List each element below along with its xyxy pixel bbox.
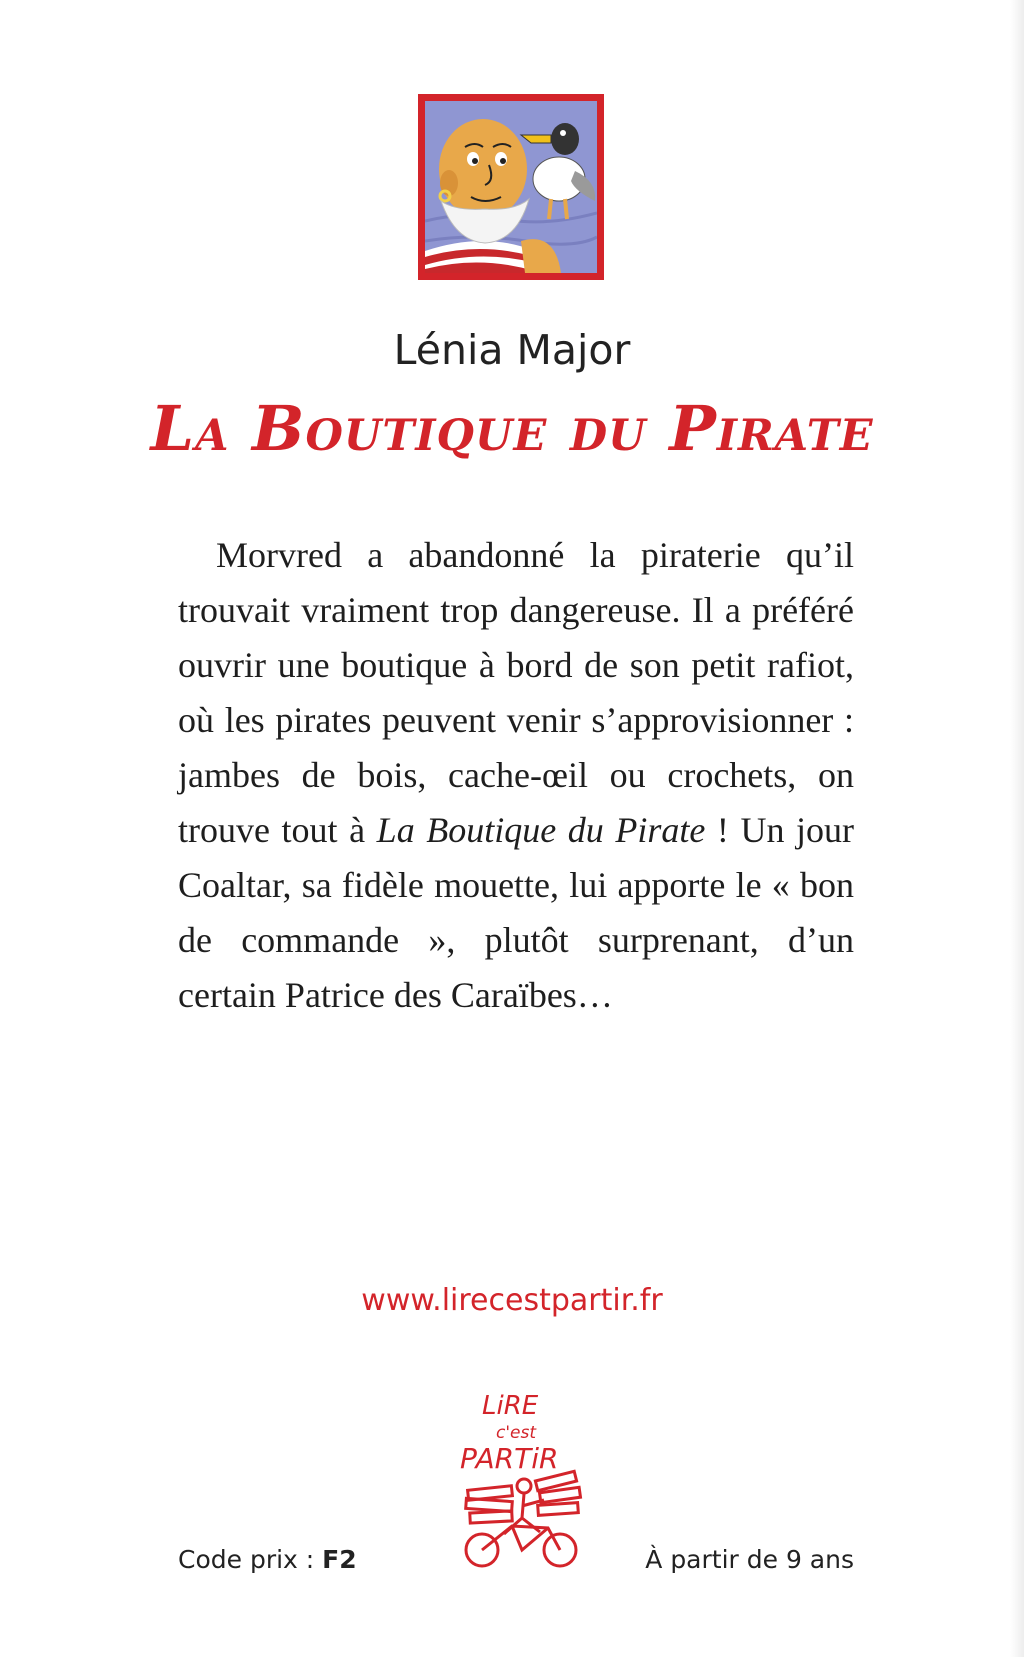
author-name: Lénia Major <box>393 326 631 374</box>
logo-word-1: LiRE <box>482 1391 539 1421</box>
logo-word-3: PARTiR <box>460 1442 559 1475</box>
age-range: À partir de 9 ans <box>645 1545 854 1574</box>
book-title: La Boutique du Pirate <box>150 392 874 465</box>
summary-italic-title: La Boutique du Pirate <box>376 810 706 850</box>
price-code <box>178 1545 357 1574</box>
back-cover-summary <box>178 528 854 1023</box>
cover-illustration <box>418 94 604 280</box>
logo-icon <box>452 1384 592 1572</box>
page-edge-shadow <box>1010 0 1024 1657</box>
price-value: F2 <box>322 1545 357 1574</box>
website-link[interactable]: www.lirecestpartir.fr <box>361 1283 663 1318</box>
logo-word-2: c'est <box>496 1423 537 1443</box>
price-label: Code prix : <box>178 1545 323 1574</box>
summary-text-part1: Morvred a abandonné la piraterie qu’il trouvait vraiment trop dangereuse. Il a préféré ouvrir une boutique à bord de son petit rafiot, où les pirates peuvent venir s’approvisionner : jambes de bois, cache-œil ou crochets, on trouve tout à <box>178 535 854 850</box>
lire-cest-partir-logo <box>452 1384 592 1572</box>
pirate-and-seagull-icon <box>425 101 597 273</box>
summary-text-part2: ! Un jour Coaltar, sa fidèle mouette, lui apporte le « bon de commande », plutôt surprenant, d’un certain Patrice des Caraïbes… <box>178 810 855 1015</box>
